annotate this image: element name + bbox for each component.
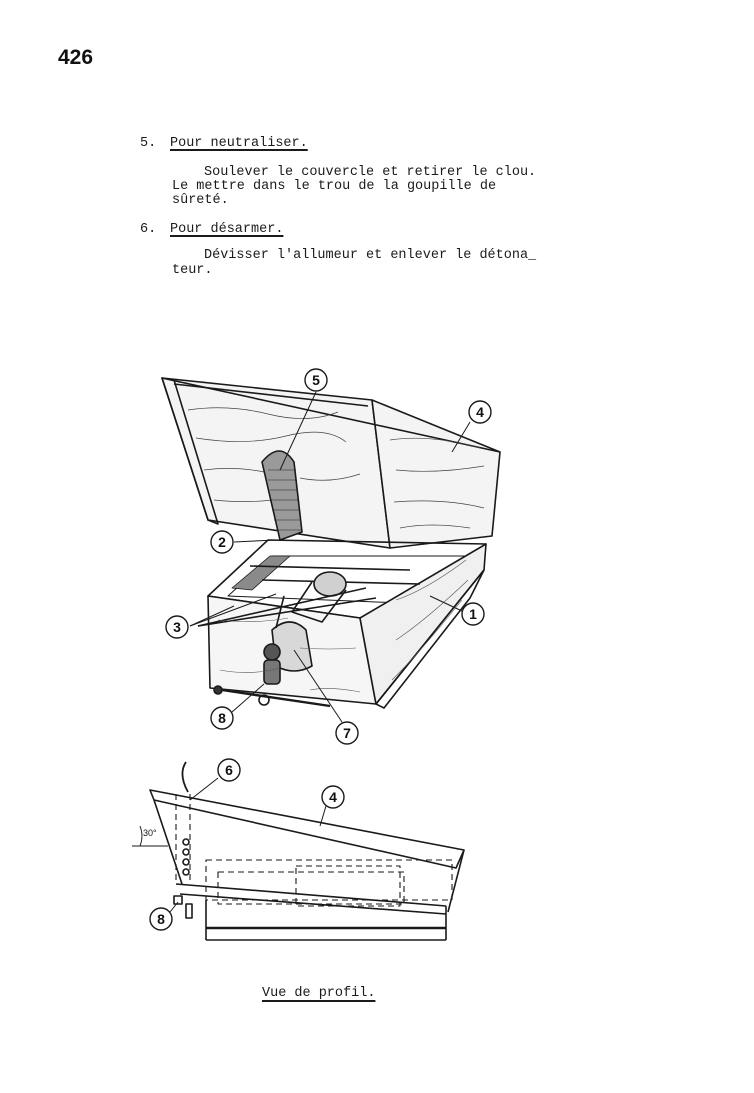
box-body xyxy=(198,540,486,708)
svg-text:5: 5 xyxy=(312,372,320,388)
callout-2 xyxy=(211,531,233,553)
svg-text:7: 7 xyxy=(343,725,351,741)
section-6-line-1: Dévisser l'allumeur et enlever le détona_ xyxy=(204,248,537,263)
svg-text:2: 2 xyxy=(218,534,226,550)
page-number: 426 xyxy=(58,46,94,69)
svg-text:8: 8 xyxy=(157,911,165,927)
callout-8 xyxy=(211,707,233,729)
callout-7 xyxy=(336,722,358,744)
svg-text:3: 3 xyxy=(173,619,181,635)
figure-caption: Vue de profil. xyxy=(262,986,376,1001)
section-5-line-3: sûreté. xyxy=(172,193,229,208)
section-title: Pour neutraliser. xyxy=(170,136,308,151)
section-title: Pour désarmer. xyxy=(170,222,284,237)
callout-3 xyxy=(166,616,188,638)
section-5-line-1: Soulever le couvercle et retirer le clou. xyxy=(204,165,537,180)
svg-text:4: 4 xyxy=(476,404,484,420)
angle-label: 30° xyxy=(143,828,157,838)
callout-5 xyxy=(305,369,327,391)
box-lid xyxy=(162,378,500,548)
callout-8-profile xyxy=(150,908,172,930)
svg-text:1: 1 xyxy=(469,606,477,622)
callout-6 xyxy=(218,759,240,781)
svg-text:4: 4 xyxy=(329,789,337,805)
section-6-line-2: teur. xyxy=(172,263,213,278)
callout-1 xyxy=(462,603,484,625)
section-number: 6. xyxy=(140,222,157,237)
profile-drawing xyxy=(132,762,464,940)
svg-text:8: 8 xyxy=(218,710,226,726)
section-5-line-2: Le mettre dans le trou de la goupille de xyxy=(172,179,497,194)
callout-4-profile xyxy=(322,786,344,808)
perspective-drawing xyxy=(162,378,500,722)
callout-4 xyxy=(469,401,491,423)
section-number: 5. xyxy=(140,136,157,151)
svg-text:6: 6 xyxy=(225,762,233,778)
